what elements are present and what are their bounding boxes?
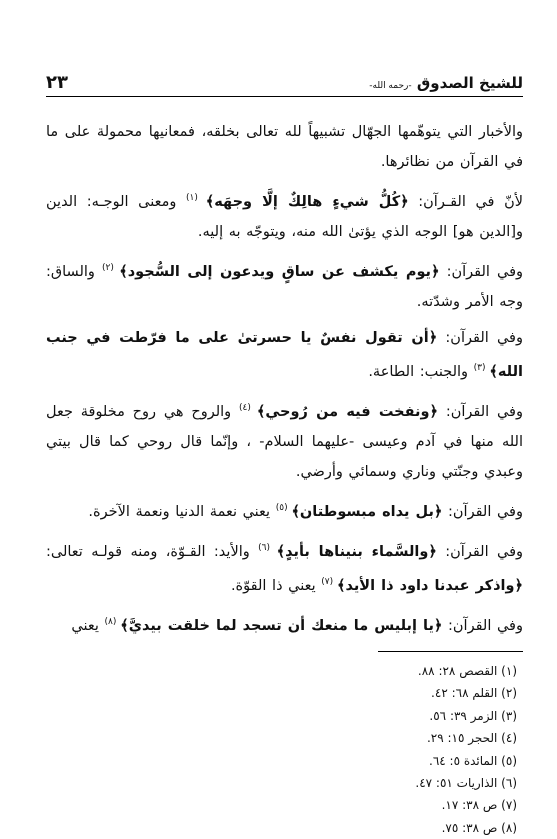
- footnote: (٢) القلم ٦٨: ٤٢.: [431, 686, 517, 701]
- text-run: والأيد: القـوّة، ومنه قولـه تعالى:: [46, 544, 259, 560]
- footnote: (٥) المائدة ٥: ٦٤.: [429, 753, 517, 768]
- quran-quote: ﴿يوم يكشف عن ساقٍ ويدعون إلى السُّجود﴾: [119, 264, 440, 280]
- footnote-marker: (٤): [238, 403, 257, 413]
- text-run: يعني نعمة الدنيا ونعمة الآخرة.: [88, 504, 276, 520]
- running-header: [46, 72, 523, 97]
- footnote-marker: (٥): [275, 503, 292, 513]
- running-title-text: للشيخ الصدوق: [416, 74, 523, 92]
- paragraph: [46, 493, 523, 527]
- text-run: والجنب: الطاعة.: [368, 364, 474, 380]
- text-run: والروح هي روح مخلوقة جعل الله منها في آدم وعيسى -عليهما السلام- ، وإنّما قال روحي كما قال بيتي وعبدي وجنّتي وناري وسمائي وأرضي.: [46, 404, 523, 480]
- quran-quote: ﴿أن تقول نفسٌ يا حسرتىٰ على ما فرّطت في جنب الله﴾: [46, 330, 523, 380]
- footnote-list: [46, 660, 523, 839]
- quran-quote: ﴿بل يداه مبسوطتان﴾: [291, 504, 443, 520]
- quran-quote: ﴿كُلُّ شيءٍ هالِكٌ إلَّا وجهَه﴾: [205, 194, 409, 210]
- footnote: (٦) الذاريات ٥١: ٤٧.: [415, 776, 517, 791]
- paragraph: [46, 323, 523, 387]
- text-run: ومعنى الوجـه: الدين و[الدين هو] الوجه الذي يؤتىٰ الله منه، ويتوجّه به إليه.: [46, 194, 523, 240]
- text-run: وفي القرآن:: [442, 504, 523, 520]
- running-title: [369, 74, 523, 92]
- body-text: [46, 117, 523, 641]
- footnote-marker: (٧): [321, 577, 337, 587]
- text-run: والأخبار التي يتوهّمها الجهّال تشبيهاً لله تعالى بخلقه، فمعانيها محمولة على ما في القرآن من نظائرها.: [46, 124, 523, 170]
- paragraph: [46, 393, 523, 487]
- paragraph: [46, 117, 523, 177]
- footnote: (٧) ص ٣٨: ١٧.: [441, 798, 517, 813]
- footnote-marker: (١): [185, 193, 206, 203]
- text-run: لأنّ في القـرآن:: [408, 194, 523, 210]
- running-title-honorific: -رحمه الله-: [369, 81, 412, 91]
- text-run: يعني ذا القوّة.: [230, 578, 322, 594]
- footnote-marker: (٨): [104, 617, 121, 627]
- footnote: (١) القصص ٢٨: ٨٨.: [417, 664, 517, 678]
- book-page: [46, 72, 523, 839]
- quran-quote: ﴿يا إبليس ما منعك أن تسجد لما خلقت بيديَّ﴾: [120, 618, 443, 634]
- paragraph: [46, 607, 523, 641]
- footnote-marker: (٣): [473, 363, 490, 373]
- text-run: وفي القرآن:: [436, 544, 524, 560]
- text-run: وفي القرآن:: [442, 618, 523, 634]
- page-number: ٢٣: [46, 72, 68, 93]
- text-run: وفي القرآن:: [437, 330, 523, 346]
- paragraph: [46, 253, 523, 317]
- footnote-marker: (٦): [258, 543, 277, 553]
- paragraph: [46, 533, 523, 601]
- quran-quote: ﴿واذكر عبدنا داود ذا الأيد﴾: [336, 578, 523, 594]
- quran-quote: ﴿والسَّماء بنيناها بأيدٍ﴾: [276, 544, 437, 560]
- paragraph: [46, 183, 523, 247]
- footnote: (٨) ص ٣٨: ٧٥.: [441, 820, 517, 835]
- text-run: وفي القرآن:: [439, 264, 524, 280]
- text-run: يعني: [71, 618, 105, 634]
- footnote: (٤) الحجر ١٥: ٢٩.: [426, 731, 517, 746]
- footnote: (٣) الزمر ٣٩: ٥٦.: [429, 708, 517, 723]
- text-run: والساق: وجه الأمر وشدّته.: [46, 264, 523, 310]
- text-run: وفي القرآن:: [438, 404, 523, 420]
- quran-quote: ﴿ونفخت فيه من رُوحي﴾: [256, 404, 439, 420]
- footnote-divider: [378, 651, 523, 652]
- footnote-marker: (٢): [102, 263, 120, 273]
- footnotes: [46, 651, 523, 839]
